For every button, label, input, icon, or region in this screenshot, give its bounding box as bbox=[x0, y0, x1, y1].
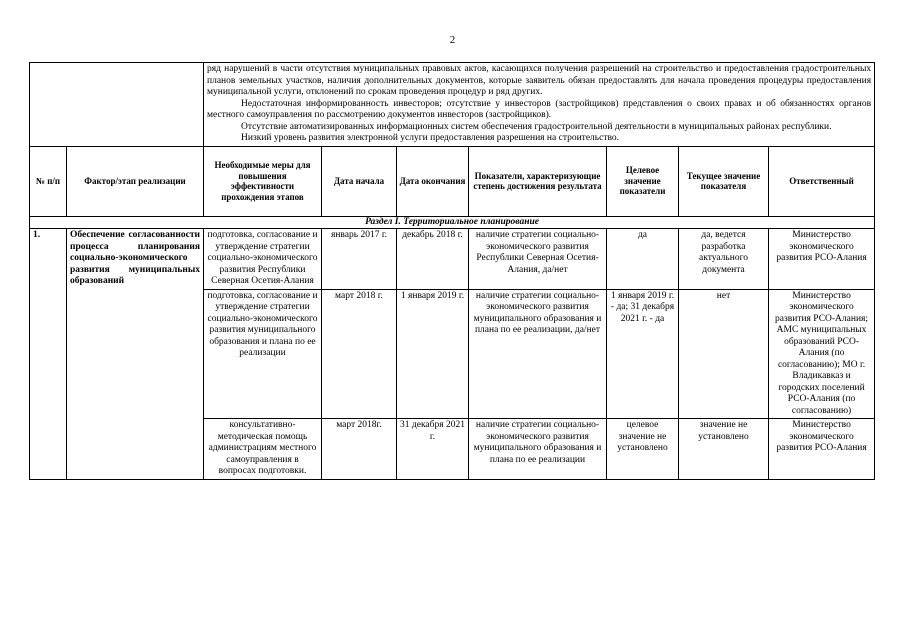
measure-cell: подготовка, согласование и утверждение стратегии социально-экономического развития Республики Северная Осетия-Алания bbox=[204, 229, 322, 290]
header-current: Текущее значение показателя bbox=[679, 146, 769, 216]
current-cell: значение не установлено bbox=[679, 419, 769, 480]
start-date-cell: январь 2017 г. bbox=[322, 229, 397, 290]
intro-paragraph-2: Недостаточная информированность инвесторов; отсутствие у инвесторов (застройщиков) представления о своих правах и об обязанностях органов местного самоуправления по рассмотрению документов инвесторов (застройщиков). bbox=[207, 98, 872, 120]
measure-cell: подготовка, согласование и утверждение стратегии социально-экономического развития муниципального образования и плана по ее реализации bbox=[204, 289, 322, 419]
header-measures: Необходимые меры для повышения эффективности прохождения этапов bbox=[204, 146, 322, 216]
responsible-cell: Министерство экономического развития РСО-Алания; АМС муниципальных образований РСО-Алания (по согласованию); МО г. Владикавказ и городских поселений РСО-Алания (по согласованию) bbox=[769, 289, 875, 419]
end-date-cell: 1 января 2019 г. bbox=[397, 289, 469, 419]
target-cell: целевое значение не установлено bbox=[607, 419, 679, 480]
header-start-date: Дата начала bbox=[322, 146, 397, 216]
section-row bbox=[30, 216, 875, 229]
intro-blank-cell bbox=[30, 63, 204, 147]
section-title: Раздел I. Территориальное планирование bbox=[30, 216, 875, 229]
header-responsible: Ответственный bbox=[769, 146, 875, 216]
intro-paragraph-3: Отсутствие автоматизированных информационных систем обеспечения градостроительной деятельности в муниципальных районах республики. bbox=[241, 121, 832, 132]
current-cell: нет bbox=[679, 289, 769, 419]
table-row bbox=[30, 229, 875, 290]
indicator-cell: наличие стратегии социально-экономического развития Республики Северная Осетия-Алания, да/нет bbox=[469, 229, 607, 290]
start-date-cell: март 2018г. bbox=[322, 419, 397, 480]
end-date-cell: 31 декабря 2021 г. bbox=[397, 419, 469, 480]
target-cell: да bbox=[607, 229, 679, 290]
intro-row bbox=[30, 63, 875, 147]
factor-cell: Обеспечение согласованности процесса планирования социально-экономического развития муниципальных образований bbox=[67, 229, 204, 480]
header-indicators: Показатели, характеризующие степень достижения результата bbox=[469, 146, 607, 216]
responsible-cell: Министерство экономического развития РСО-Алания bbox=[769, 229, 875, 290]
header-target: Целевое значение показатели bbox=[607, 146, 679, 216]
page-number: 2 bbox=[449, 34, 456, 46]
header-number: № п/п bbox=[30, 146, 67, 216]
header-factor: Фактор/этап реализации bbox=[67, 146, 204, 216]
header-row bbox=[30, 146, 875, 216]
intro-text-cell bbox=[204, 63, 875, 147]
row-number: 1. bbox=[30, 229, 67, 480]
indicator-cell: наличие стратегии социально- экономического развития муниципального образования и плана по ее реализации, да/нет bbox=[469, 289, 607, 419]
indicator-cell: наличие стратегии социально-экономического развития муниципального образования и плана по ее реализации bbox=[469, 419, 607, 480]
plan-table bbox=[29, 62, 875, 480]
responsible-cell: Министерство экономического развития РСО-Алания bbox=[769, 419, 875, 480]
intro-paragraph-4: Низкий уровень развития электронной услуги предоставления разрешения на строительство. bbox=[241, 133, 620, 143]
measure-cell: консультативно-методическая помощь администрациям местного самоуправления в вопросах подготовки. bbox=[204, 419, 322, 480]
start-date-cell: март 2018 г. bbox=[322, 289, 397, 419]
target-cell: 1 января 2019 г. - да; 31 декабря 2021 г. - да bbox=[607, 289, 679, 419]
intro-paragraph-1: ряд нарушений в части отсутствия муниципальных правовых актов, касающихся получения разрешений на строительство и предоставления градостроительных планов земельных участков, наличия дополнительных документов, которые заявитель обязан предоставлять для начала проведения процедуры предоставления муниципальной услуги, отклонений по срокам проведения процедур и ряд других. bbox=[207, 64, 872, 97]
end-date-cell: декабрь 2018 г. bbox=[397, 229, 469, 290]
header-end-date: Дата окончания bbox=[397, 146, 469, 216]
current-cell: да, ведется разработка актуального документа bbox=[679, 229, 769, 290]
